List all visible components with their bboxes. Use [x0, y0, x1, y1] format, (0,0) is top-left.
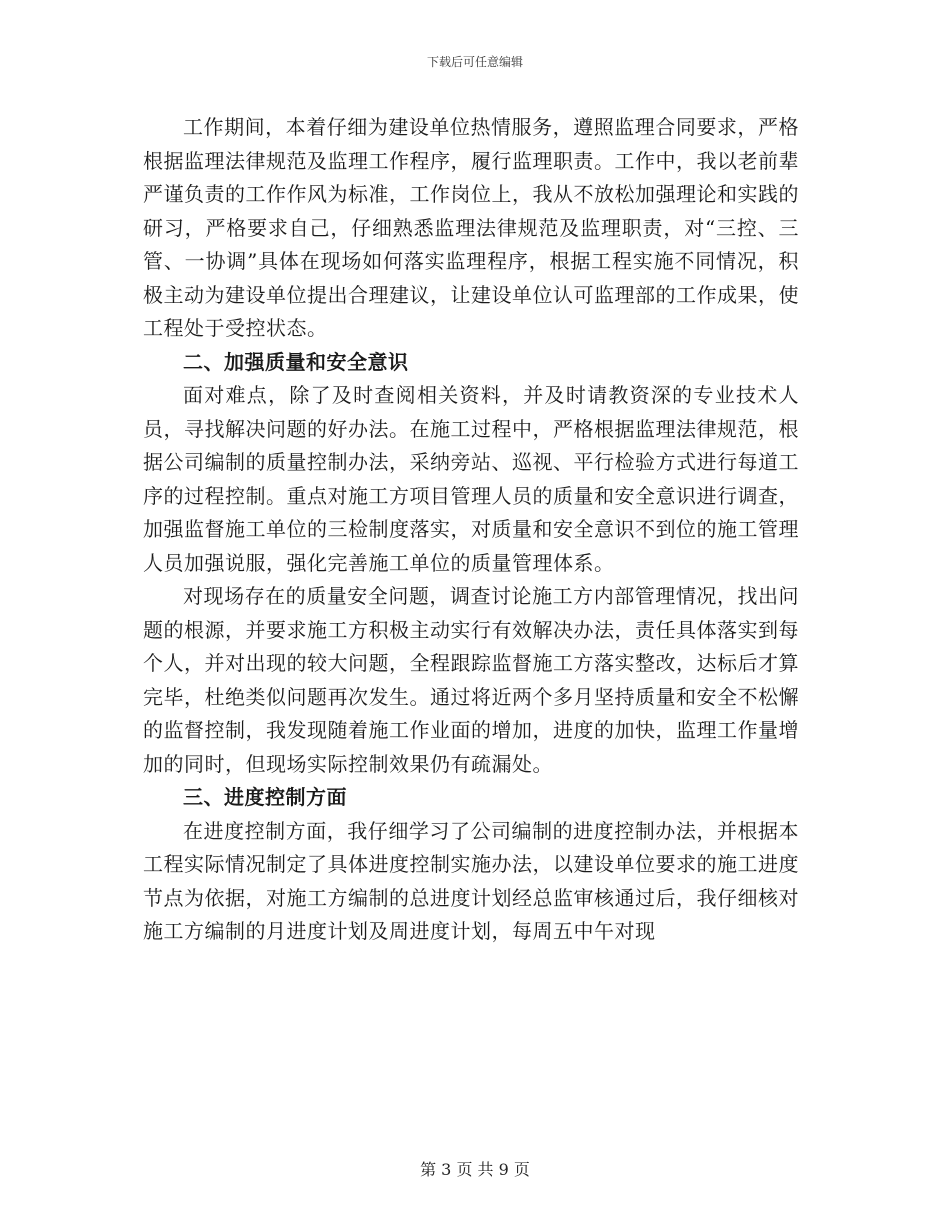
page-number: 第 3 页 共 9 页 [420, 1160, 530, 1179]
section-heading-schedule-control: 三、进度控制方面 [183, 785, 347, 809]
paragraph-site-issues: 对现场存在的质量安全问题，调查讨论施工方内部管理情况，找出问题的根源，并要求施工方积极主动实行有效解决办法，责任具体落实到每个人，并对出现的较大问题，全程跟踪监督施工方落实整改，达标后才算完毕，杜绝类似问题再次发生。通过将近两个多月坚持质量和安全不松懈的监督控制，我发现随着施工作业面的增加，进度的加快，监理工作量增加的同时，但现场实际控制效果仍有疏漏处。 [143, 584, 799, 776]
page-header-note: 下载后可任意编辑 [426, 55, 523, 69]
paragraph-quality-difficulties: 面对难点，除了及时查阅相关资料，并及时请教资深的专业技术人员，寻找解决问题的好办法。在施工过程中，严格根据监理法律规范，根据公司编制的质量控制办法，采纳旁站、巡视、平行检验方式进行每道工序的过程控制。重点对施工方项目管理人员的质量和安全意识进行调查，加强监督施工单位的三检制度落实，对质量和安全意识不到位的施工管理人员加强说服，强化完善施工单位的质量管理体系。 [143, 383, 799, 575]
document-body [143, 111, 799, 949]
paragraph-work-period: 工作期间，本着仔细为建设单位热情服务，遵照监理合同要求，严格根据监理法律规范及监理工作程序，履行监理职责。工作中，我以老前辈严谨负责的工作作风为标准，工作岗位上，我从不放松加强理论和实践的研习，严格要求自己，仔细熟悉监理法律规范及监理职责，对“三控、三管、一协调”具体在现场如何落实监理程序，根据工程实施不同情况，积极主动为建设单位提出合理建议，让建设单位认可监理部的工作成果，使工程处于受控状态。 [143, 115, 799, 340]
section-heading-quality-safety: 二、加强质量和安全意识 [183, 349, 409, 374]
paragraph-schedule-control: 在进度控制方面，我仔细学习了公司编制的进度控制办法，并根据本工程实际情况制定了具体进度控制实施办法，以建设单位要求的施工进度节点为依据，对施工方编制的总进度计划经总监审核通过后，我仔细核对施工方编制的月进度计划及周进度计划，每周五中午对现 [143, 818, 799, 943]
